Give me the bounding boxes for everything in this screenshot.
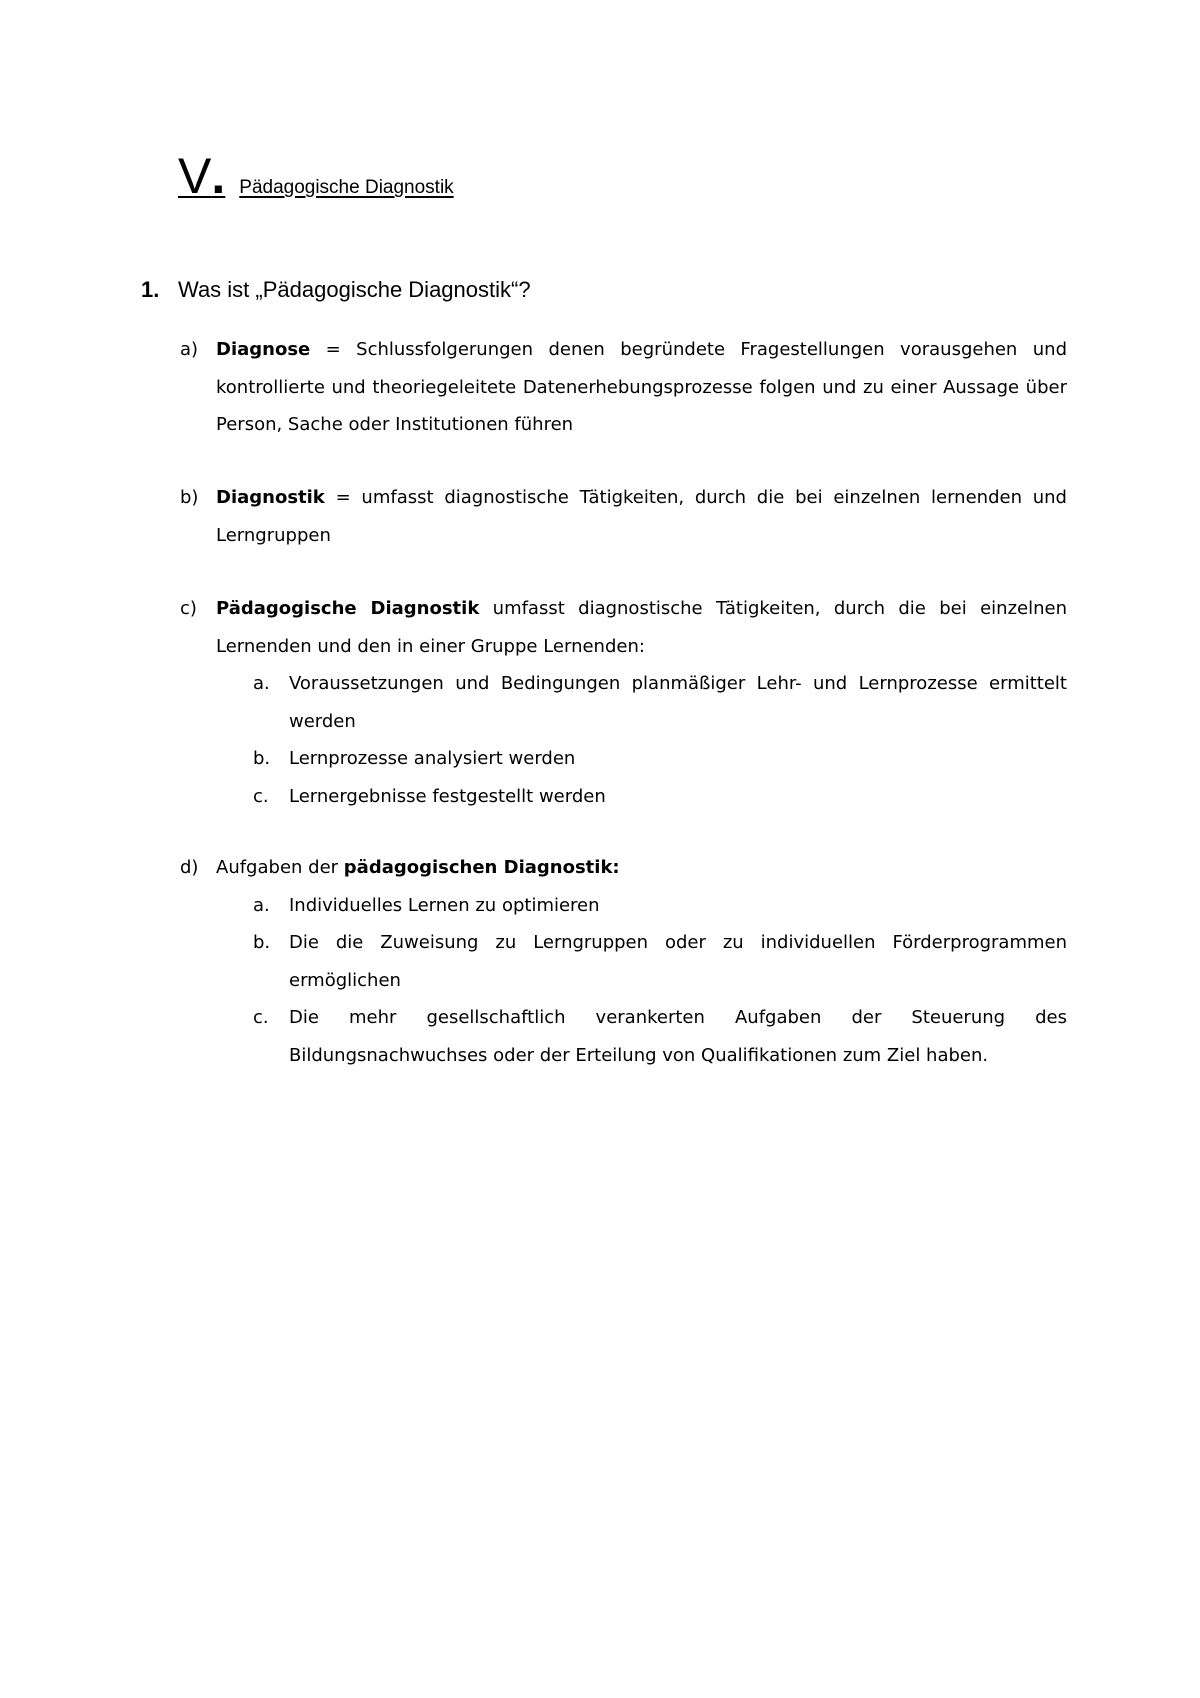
item-a [180,331,1067,444]
item-a-label: a) [180,339,199,360]
item-c-sub-b-text: Lernprozesse analysiert werden [289,748,576,769]
item-d-sub-c-text: Die mehr gesellschaftlich verankerten Aufgaben der Steuerung des Bildungsnachwuchses oder der Erteilung von Qualifikationen zum Ziel haben. [289,1007,1067,1066]
item-d-term: pädagogischen Diagnostik: [343,857,620,878]
item-b-label: b) [180,487,199,508]
item-b-term: Diagnostik [216,487,325,508]
item-b-text: = umfasst diagnostische Tätigkeiten, durch die bei einzelnen lernenden und Lerngruppen [216,487,1067,546]
item-d-sub-b [253,924,1067,999]
item-d-sub-b-text: Die die Zuweisung zu Lerngruppen oder zu individuellen Förderprogrammen ermöglichen [289,932,1067,991]
question-number: 1. [141,277,160,302]
item-d-sub-a-text: Individuelles Lernen zu optimieren [289,894,600,916]
item-d-sub-a-label: a. [253,894,270,916]
item-a-term: Diagnose [216,339,311,360]
item-c-sub-c-text: Lernergebnisse festgestellt werden [289,785,606,807]
item-d-sub-c [253,999,1067,1074]
question-heading [141,274,531,306]
item-c-sub-a-text: Voraussetzungen und Bedingungen planmäßiger Lehr- und Lernprozesse ermittelt werden [289,673,1067,732]
item-c-text: umfasst diagnostische Tätigkeiten, durch die bei einzelnen Lernenden und den in einer Gruppe Lernenden: [216,598,1067,657]
item-d-body [216,849,1067,887]
item-c-sub-b-label: b. [253,748,271,769]
item-a-text: = Schlussfolgerungen denen begründete Fragestellungen vorausgehen und kontrollierte und theoriegeleitete Datenerhebungsprozesse folgen und zu einer Aussage über Person, Sache oder Institutionen führen [216,339,1067,435]
item-c-sub-c-label: c. [253,785,269,807]
chapter-number: V [178,148,212,204]
item-c-sub-a [253,665,1067,740]
item-d-label: d) [180,857,199,878]
chapter-heading [178,148,454,216]
item-c-label: c) [180,598,197,619]
item-b [180,479,1067,554]
item-d-sub-a [253,887,1067,925]
item-c-body [216,590,1067,665]
item-c-sub-c [253,778,1067,816]
item-d-sub-c-label: c. [253,1007,269,1028]
item-d-sub-b-label: b. [253,932,271,953]
chapter-dot: . [211,148,226,204]
item-c-sub-a-label: a. [253,673,270,694]
item-c [180,590,1067,815]
item-a-body [216,331,1067,444]
chapter-title: Pädagogische Diagnostik [239,177,454,198]
item-d [180,849,1067,1074]
item-c-term: Pädagogische Diagnostik [216,598,480,619]
item-b-body [216,479,1067,554]
item-c-sub-b [253,740,1067,778]
question-text: Was ist „Pädagogische Diagnostik“? [178,277,531,302]
item-d-intro: Aufgaben der [216,857,344,878]
